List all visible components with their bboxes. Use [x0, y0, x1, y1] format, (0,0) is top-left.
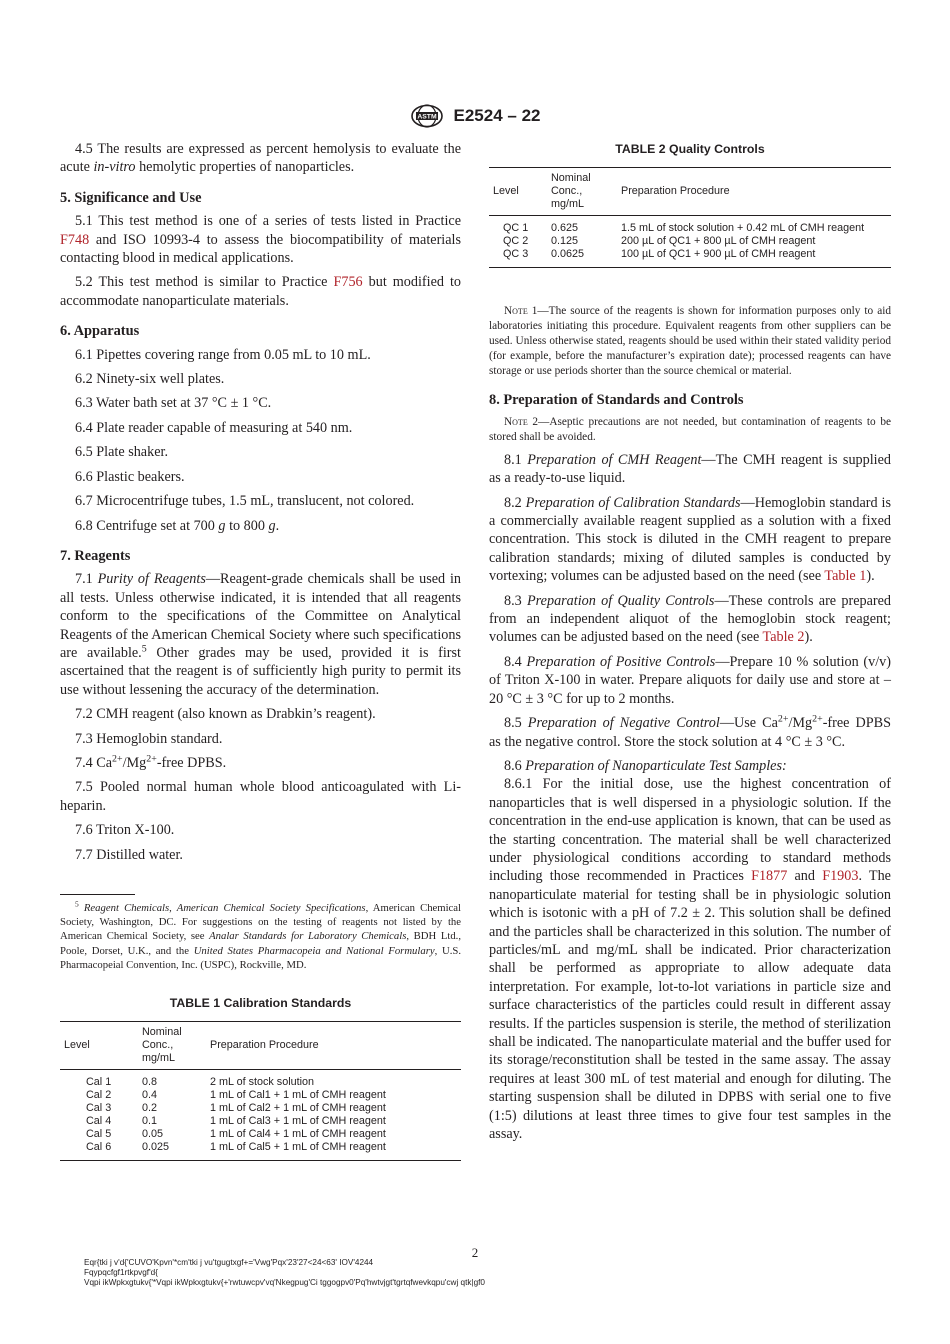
- table-1-row: [60, 1115, 461, 1128]
- table-1-row: [60, 1141, 461, 1161]
- para-8-5: 8.5 Preparation of Negative Control—Use $Ca^{2+}/Mg^{2+}$-free DPBS as the negative control. Store the stock solution at 4 °C ± 3 °C.: [489, 713, 891, 750]
- table-2-cell: 0.125: [551, 235, 579, 248]
- table-1-row: [60, 1070, 461, 1090]
- table-1-cell: 0.2: [142, 1102, 158, 1115]
- left-column: [60, 140, 461, 1161]
- table-1-cell: Cal 6: [86, 1141, 112, 1154]
- license-line: Vqpi ikWpkxgtukv{'*Vqpi ikWpkxgtukv{+'rwtuwcpv'vq'Nkegpug'Ci tggogpv0'Pq'hwtvjgt'tgrtqfwevkqpu'cwj qtk|gf0: [84, 1278, 485, 1287]
- table-1-cell: 0.025: [142, 1141, 170, 1154]
- table-1-cell: 1 mL of Cal2 + 1 mL of CMH reagent: [210, 1102, 386, 1115]
- table-1-header-conc: Nominal Conc., mg/mL: [142, 1026, 182, 1065]
- para-8-4: 8.4 Preparation of Positive Controls—Prepare 10 % solution (v/v) of Triton X-100 in water. Prepare aliquots for daily use and store at –20 °C ± 3 °C for up to 2 months.: [489, 653, 891, 707]
- footnote-divider: [60, 894, 135, 895]
- right-column: [489, 140, 891, 1149]
- svg-text:ASTM: ASTM: [416, 113, 437, 121]
- para-5-2: 5.2 This test method is similar to Practice F756 but modified to accommodate nanoparticulate materials.: [60, 274, 461, 309]
- item-6-1: 6.1 Pipettes covering range from 0.05 mL to 10 mL.: [75, 346, 371, 363]
- link-f756[interactable]: F756: [333, 274, 363, 291]
- item-6-4: 6.4 Plate reader capable of measuring at 540 nm.: [75, 419, 353, 436]
- item-6-3: 6.3 Water bath set at 37 °C ± 1 °C.: [75, 395, 272, 412]
- section-8-heading: 8. Preparation of Standards and Controls: [489, 392, 744, 409]
- license-line: Eqr{tki j v'd{'CUVO'Kpvn'*cm'tki j vu'tgugtxgf+='Vwg'Pqx'23'27<24<63' IOV'4244: [84, 1258, 374, 1267]
- table-1-caption: TABLE 1 Calibration Standards: [169, 996, 352, 1011]
- item-7-4: 7.4 $Ca^{2+}/Mg^{2+}$-free DPBS.: [75, 753, 227, 771]
- table-2-cell: 200 µL of QC1 + 800 µL of CMH reagent: [621, 235, 816, 248]
- note-2: Note 2—Aseptic precautions are not needed, but contamination of reagents to be stored shall be avoided.: [489, 415, 891, 443]
- para-8-6-1: 8.6.1 For the initial dose, use the highest concentration of nanoparticles that is well dispersed in a physiologic solution. If the concentration in the end-use application is known, that can be used as the starting concentration. The material shall be well characterized under physiological conditions according to standard methods including those recommended in Practices F1877 and F1903. The nanoparticulate material for testing shall be in physiologic solution which is isotonic with a pH of 7.2 ± 2. This solution shall be defined and the particles shall be characterized in this solution. The number of particles/mL and mg/mL shall be indicated. Prior characterization shall be performed as appropriate to allow adequate data interpretation. For example, lot-to-lot variations in particle size and surface characteristics of the particles could result in different assay results. If the particles suspension is sterile, the method of sterilization shall be indicated. The nanoparticulate material and the buffer used for its storage/reconstitution shall be tested in the same assay. The assay requires at least 300 mL of test material and enough for diluting. The starting suspension shall be diluted in DPBS with serial one to five (1:5) dilutions at least three times to give four test samples in the assay.: [489, 776, 891, 1143]
- table-2-cell: QC 1: [503, 222, 529, 235]
- table-2: [489, 167, 891, 268]
- license-stamp: [84, 1258, 485, 1288]
- footnote-ref-5: 5: [141, 643, 147, 655]
- para-8-3: 8.3 Preparation of Quality Controls—These controls are prepared from an independent aliquot of the hemoglobin stock reagent; volumes can be adjusted based on the need (see Table 2).: [489, 592, 891, 646]
- table-1-cell: 0.8: [142, 1076, 158, 1089]
- table-2-header-procedure: Preparation Procedure: [621, 185, 730, 198]
- table-1-header-procedure: Preparation Procedure: [210, 1039, 319, 1052]
- section-5-heading: 5. Significance and Use: [60, 189, 202, 206]
- table-1-cell: 0.4: [142, 1089, 158, 1102]
- page-header: [0, 104, 950, 128]
- table-1-cell: 2 mL of stock solution: [210, 1076, 315, 1089]
- link-table-2[interactable]: Table 2: [762, 629, 805, 646]
- item-7-6: 7.6 Triton X-100.: [75, 822, 175, 839]
- link-table-1[interactable]: Table 1: [824, 568, 867, 585]
- table-1-row: [60, 1089, 461, 1102]
- link-f1903[interactable]: F1903: [822, 868, 859, 885]
- table-2-cell: 0.625: [551, 222, 579, 235]
- section-7-heading: 7. Reagents: [60, 547, 131, 564]
- para-8-6: 8.6 Preparation of Nanoparticulate Test Samples:: [504, 757, 787, 774]
- para-5-1: 5.1 This test method is one of a series of tests listed in Practice F748 and ISO 10993-4 to assess the biocompatibility of materials contacting blood in medical applications.: [60, 213, 461, 267]
- table-2-row: [489, 216, 891, 236]
- table-1-cell: Cal 2: [86, 1089, 112, 1102]
- table-1-cell: Cal 5: [86, 1128, 112, 1141]
- table-1-row: [60, 1102, 461, 1115]
- table-2-cell: 100 µL of QC1 + 900 µL of CMH reagent: [621, 248, 816, 261]
- document-designation: E2524 – 22: [453, 106, 541, 125]
- para-7-1: 7.1 Purity of Reagents—Reagent-grade chemicals shall be used in all tests. Unless otherwise indicated, it is intended that all reagents conform to the specifications of the Committee on Analytical Reagents of the American Chemical Society where such specifications are available.$^5$ Other grades may be used, provided it is first ascertained that the reagent is of sufficiently high purity to permit its use without lessening the accuracy of the determination.: [60, 571, 462, 698]
- note-1: Note 1—The source of the reagents is shown for information purposes only to aid laboratories initiating this procedure. Equivalent reagents from other suppliers can be used. Unless otherwise stated, reagents should be used within their stated validity period (for example, before the manufacturer’s expiration date); processed reagents can have storage or use periods shorter than the source chemical or material.: [489, 305, 891, 378]
- table-1-cell: 1 mL of Cal1 + 1 mL of CMH reagent: [210, 1089, 386, 1102]
- item-7-5: 7.5 Pooled normal human whole blood anticoagulated with Li-heparin.: [60, 779, 461, 814]
- footnote-5: $^5$ Reagent Chemicals, American Chemical Society Specifications, American Chemical Society, Washington, DC. For suggestions on the testing of reagents not listed by the American Chemical Society, see Analar Standards for Laboratory Chemicals, BDH Ltd., Poole, Dorset, U.K., and the United States Pharmacopeia and National Formulary, U.S. Pharmacopeial Convention, Inc. (USPC), Rockville, MD.: [60, 899, 462, 971]
- para-8-2: 8.2 Preparation of Calibration Standards—Hemoglobin standard is a commercially available reagent supplied as a solution with a fixed concentration. This stock is diluted in the CMH reagent to prepare calibration standards; mixing of diluted samples is conducted by vortexing; volumes can be adjusted based on the need (see Table 1).: [489, 494, 891, 585]
- table-2-row: [489, 248, 891, 268]
- table-2-row: [489, 235, 891, 248]
- table-1-cell: Cal 1: [86, 1076, 112, 1089]
- table-2-header-level: Level: [493, 185, 519, 198]
- item-6-2: 6.2 Ninety-six well plates.: [75, 371, 225, 388]
- table-2-body: [489, 216, 891, 268]
- item-7-2: 7.2 CMH reagent (also known as Drabkin’s reagent).: [75, 706, 376, 723]
- table-1-cell: Cal 3: [86, 1102, 112, 1115]
- item-7-3: 7.3 Hemoglobin standard.: [75, 730, 223, 747]
- page-number: 2: [471, 1245, 479, 1260]
- table-2-cell: 0.0625: [551, 248, 585, 261]
- table-1-cell: 1 mL of Cal3 + 1 mL of CMH reagent: [210, 1115, 386, 1128]
- astm-logo-icon: [410, 104, 444, 128]
- item-6-8: 6.8 Centrifuge set at 700 g to 800 g.: [75, 517, 280, 534]
- table-2-header-conc: Nominal Conc., mg/mL: [551, 172, 591, 211]
- link-f1877[interactable]: F1877: [751, 868, 788, 885]
- para-8-1: 8.1 Preparation of CMH Reagent—The CMH reagent is supplied as a ready-to-use liquid.: [489, 451, 892, 487]
- para-4-5: 4.5 The results are expressed as percent hemolysis to evaluate the acute in-vitro hemolytic properties of nanoparticles.: [60, 141, 461, 176]
- item-6-7: 6.7 Microcentrifuge tubes, 1.5 mL, translucent, not colored.: [75, 493, 415, 510]
- table-1-row: [60, 1128, 461, 1141]
- item-6-5: 6.5 Plate shaker.: [75, 444, 168, 461]
- table-1-header-level: Level: [64, 1039, 90, 1052]
- link-f748[interactable]: F748: [60, 231, 90, 248]
- item-6-6: 6.6 Plastic beakers.: [75, 468, 185, 485]
- item-7-7: 7.7 Distilled water.: [75, 846, 183, 863]
- table-1-cell: 0.05: [142, 1128, 164, 1141]
- table-1: [60, 1021, 461, 1161]
- table-2-caption: TABLE 2 Quality Controls: [615, 142, 765, 156]
- table-1-cell: 1 mL of Cal5 + 1 mL of CMH reagent: [210, 1141, 386, 1154]
- table-1-cell: Cal 4: [86, 1115, 112, 1128]
- table-1-cell: 0.1: [142, 1115, 158, 1128]
- table-2-cell: 1.5 mL of stock solution + 0.42 mL of CMH reagent: [621, 222, 865, 235]
- table-1-cell: 1 mL of Cal4 + 1 mL of CMH reagent: [210, 1128, 386, 1141]
- table-1-body: [60, 1070, 461, 1161]
- license-line: Fqypqcfgf1rtkpvgf'd{: [84, 1268, 158, 1277]
- table-2-cell: QC 3: [503, 248, 529, 261]
- section-6-heading: 6. Apparatus: [60, 323, 140, 340]
- table-2-cell: QC 2: [503, 235, 529, 248]
